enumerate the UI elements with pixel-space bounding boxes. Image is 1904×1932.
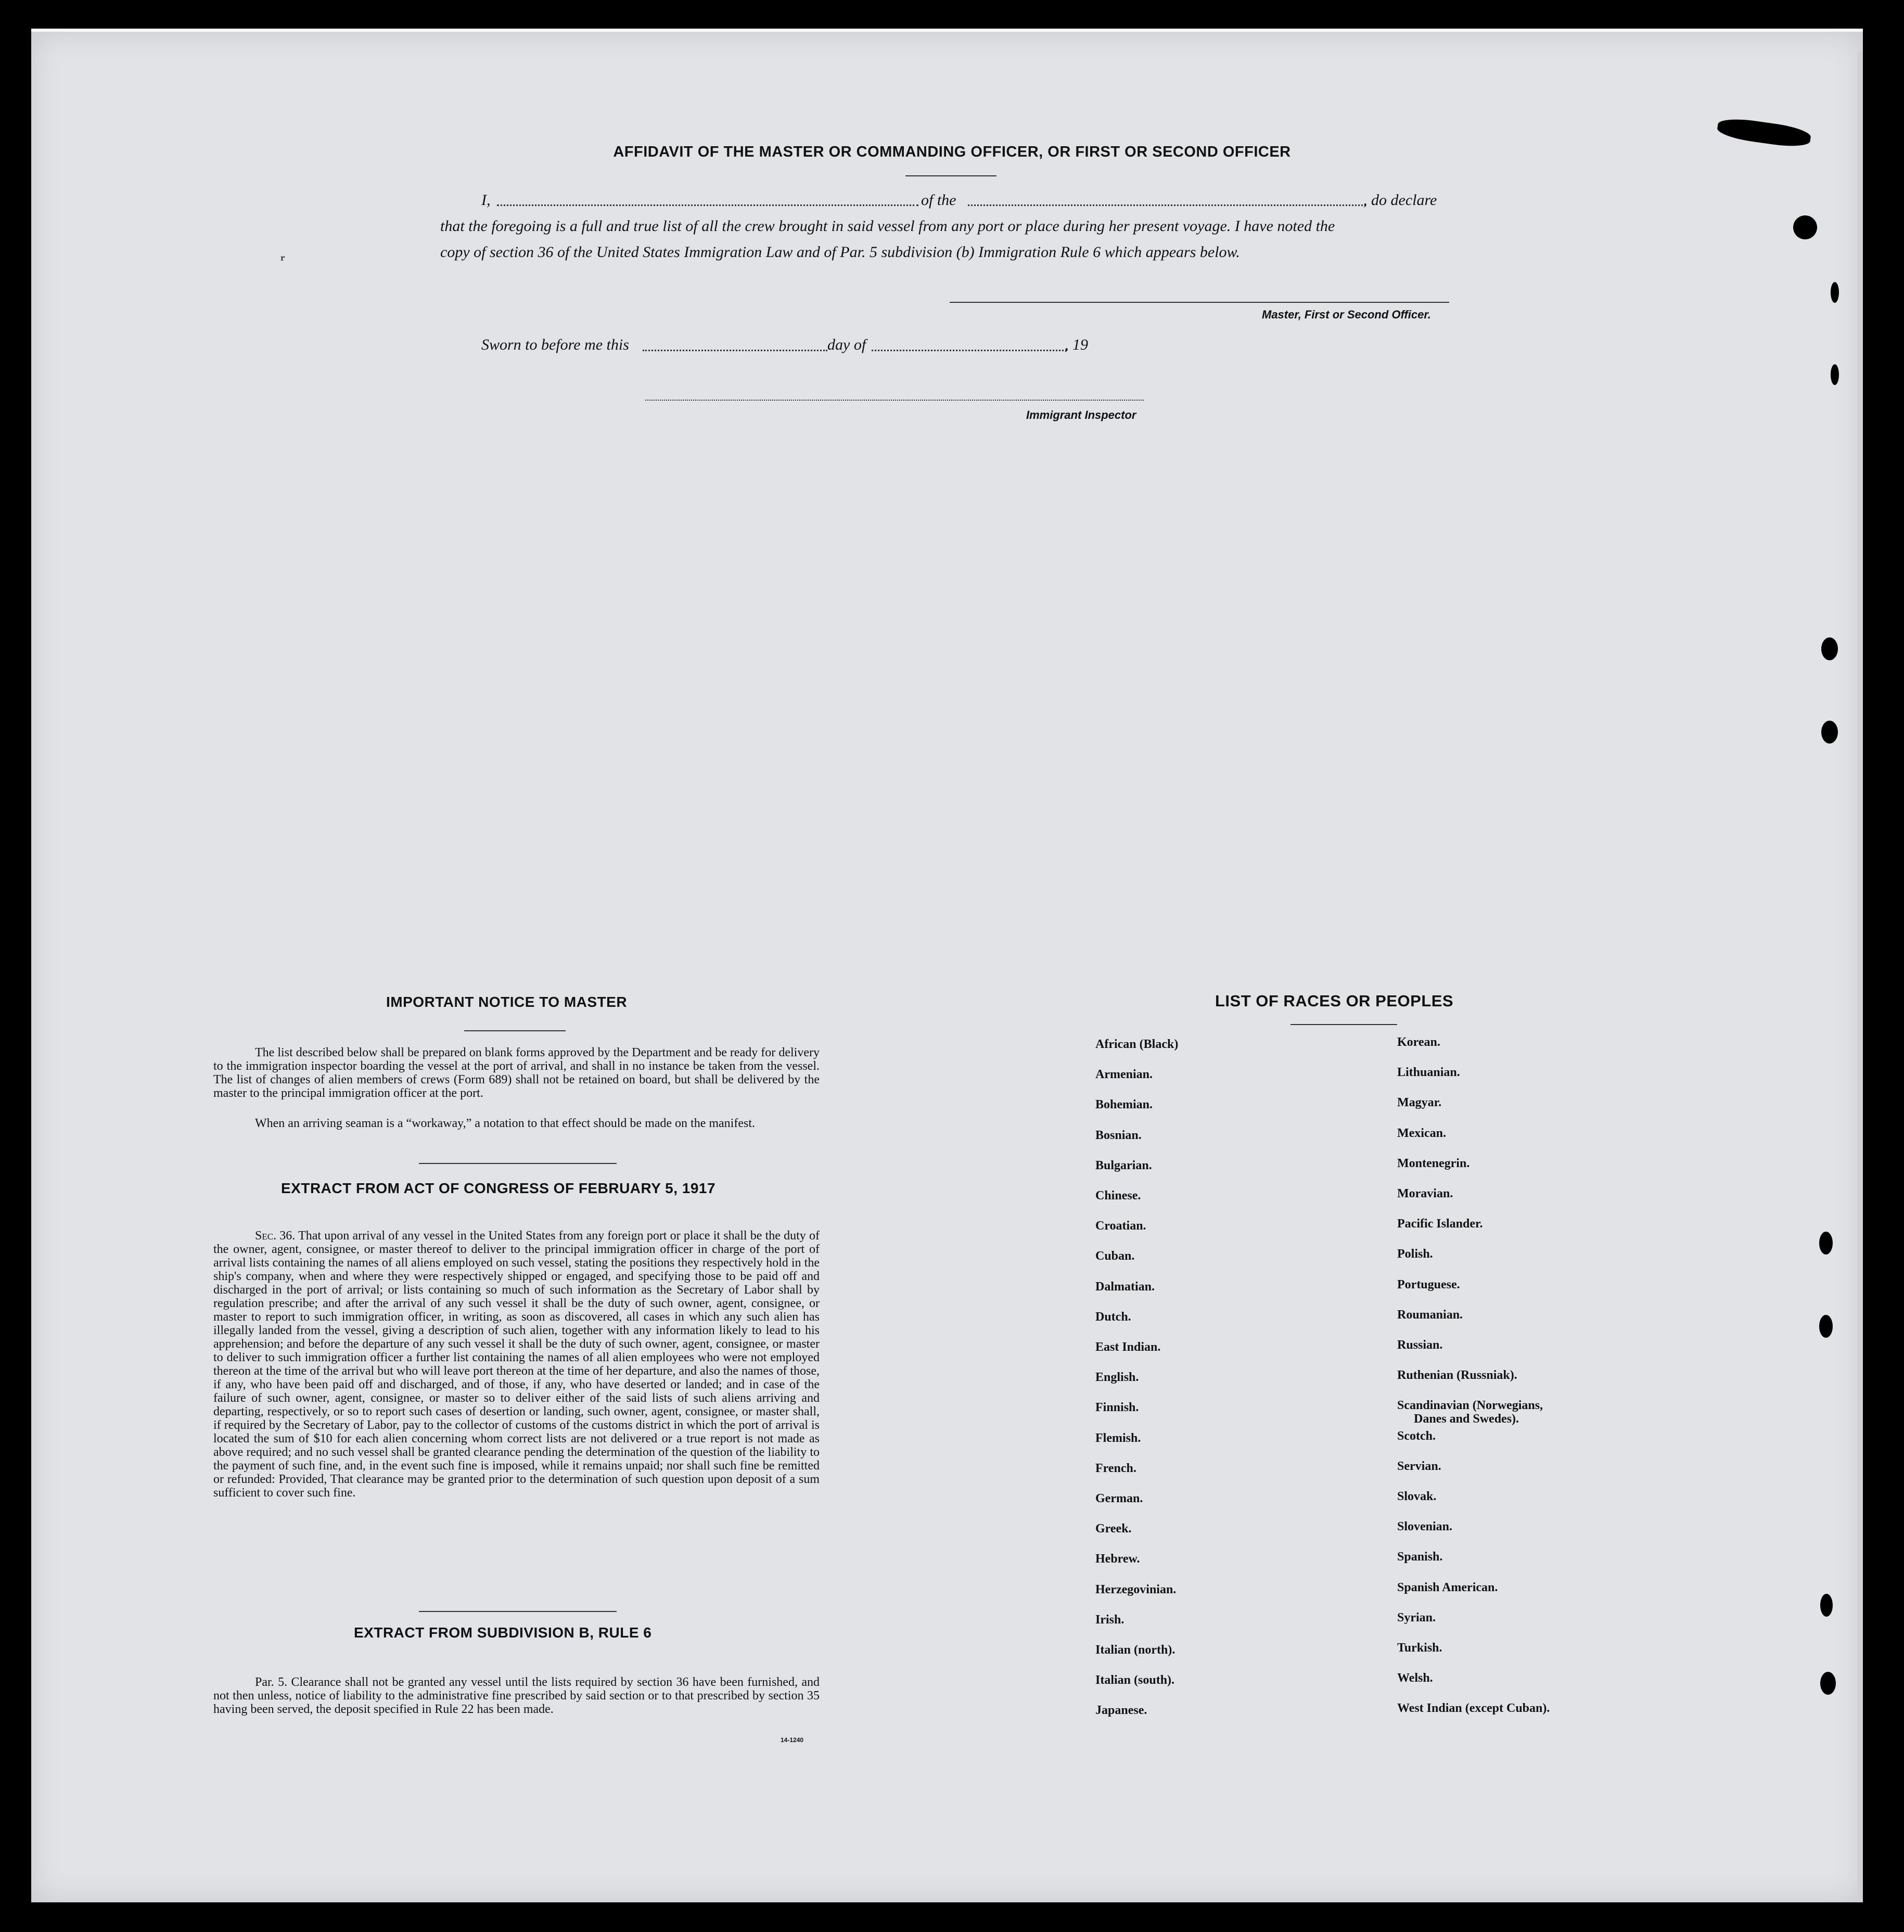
race-item: Ruthenian (Russniak). bbox=[1397, 1368, 1517, 1383]
race-item: Bulgarian. bbox=[1095, 1158, 1152, 1172]
race-item: Korean. bbox=[1397, 1035, 1440, 1049]
race-item: Japanese. bbox=[1095, 1704, 1147, 1718]
sec-text: That upon arrival of any vessel in the United States from any foreign port or place it shall be the duty of the owner, agent, consignee, or master thereof to deliver to the principal immigration officer in charge of the port of arrival lists containing the names of all aliens employed on such vessel, stating the positions they respectively hold in the ship's company, when and where they were respectively shipped or engaged, and specifying those to be paid off and discharged in the port of arrival; or lists containing so much of such information as the Secretary of Labor shall by regulation prescribe; and after the arrival of any such vessel it shall be the duty of such owner, agent, consignee, or master to report to such immigration officer, in writing, as soon as discovered, all cases in which any such alien has illegally landed from the vessel, giving a description of such alien, together with any information likely to lead to his apprehension; and before the departure of any such vessel it shall be the duty of such owner, agent, consignee, or master to deliver to such immigration officer a further list containing the names of all alien employees who were not employed thereon at the time of the arrival but who will leave port thereon at the time of her departure, and also the names of those, if any, who have been paid off and discharged, and of those, if any, who have deserted or landed; and in case of the failure of such owner, agent, consignee, or master so to deliver either of the said lists of such aliens arriving and departing, respectively, or so to report such cases of desertion or landing, such owner, agent, consignee, or master shall, if required by the Secretary of Labor, pay to the collector of customs of the customs district in which the port of arrival is located the sum of $10 for each alien concerning whom correct lists are not delivered or a true report is not made as above required; and no such vessel shall be granted clearance pending the determination of the question of the liability to the payment of such fine, and, in the event such fine is imposed, while it remains unpaid; nor shall such fine be remitted or refunded: Provided, That clearance may be granted prior to the determination of such question upon deposit of a sum sufficient to cover such fine. bbox=[213, 1229, 820, 1500]
signature-line[interactable] bbox=[950, 302, 1449, 303]
punch-hole bbox=[1820, 1594, 1833, 1617]
sworn-day-blank[interactable] bbox=[643, 350, 827, 351]
race-item: Bohemian. bbox=[1095, 1098, 1153, 1112]
affidavit-of-the: of the bbox=[921, 191, 956, 209]
race-item: Irish. bbox=[1095, 1613, 1124, 1627]
punch-hole bbox=[1821, 637, 1838, 660]
race-item: Mexican. bbox=[1397, 1126, 1446, 1140]
race-item: French. bbox=[1095, 1461, 1136, 1475]
sworn-year: , 19 bbox=[1065, 336, 1088, 353]
race-item: West Indian (except Cuban). bbox=[1397, 1701, 1550, 1716]
punch-hole bbox=[1831, 364, 1839, 385]
race-item: Slovenian. bbox=[1397, 1520, 1453, 1534]
race-item: Italian (south). bbox=[1095, 1673, 1175, 1687]
notice-end-rule bbox=[419, 1163, 617, 1164]
notice-rule bbox=[464, 1030, 566, 1031]
race-item: Dutch. bbox=[1095, 1310, 1131, 1324]
affidavit-declare: , do declare bbox=[1363, 191, 1437, 209]
sworn-prefix: Sworn to before me this bbox=[481, 336, 629, 353]
punch-hole bbox=[1793, 215, 1817, 239]
race-item: Spanish. bbox=[1397, 1550, 1443, 1564]
sheet-edge bbox=[1858, 52, 1863, 1899]
name-blank[interactable] bbox=[497, 204, 918, 206]
extract-rule-title: EXTRACT FROM SUBDIVISION B, RULE 6 bbox=[354, 1624, 652, 1641]
punch-hole bbox=[1819, 1315, 1833, 1338]
race-item: Cuban. bbox=[1095, 1249, 1135, 1263]
race-item: Turkish. bbox=[1397, 1641, 1442, 1655]
extract-rule-text: Par. 5. Clearance shall not be granted any vessel until the lists required by section 36 have been furnished, and not then unless, notice of liability to the administrative fine prescribed by said section or to that prescribed by section 35 having been served, the deposit specified in Rule 22 has been made. bbox=[213, 1675, 820, 1716]
notice-title: IMPORTANT NOTICE TO MASTER bbox=[386, 994, 628, 1010]
race-item: Moravian. bbox=[1397, 1187, 1453, 1200]
race-item: Finnish. bbox=[1095, 1401, 1139, 1415]
race-item: Flemish. bbox=[1095, 1431, 1141, 1445]
race-item: Dalmatian. bbox=[1095, 1280, 1155, 1294]
sec-label: Sec. 36. bbox=[255, 1229, 296, 1243]
race-item-continued: Danes and Swedes). bbox=[1414, 1412, 1519, 1426]
race-item: Croatian. bbox=[1095, 1219, 1146, 1233]
punch-hole bbox=[1831, 282, 1839, 303]
race-item: Bosnian. bbox=[1095, 1128, 1142, 1142]
act-end-rule bbox=[419, 1611, 617, 1612]
race-item: Portuguese. bbox=[1397, 1277, 1460, 1291]
race-item: Herzegovinian. bbox=[1095, 1582, 1177, 1596]
race-item: Servian. bbox=[1397, 1459, 1441, 1473]
race-item: East Indian. bbox=[1095, 1340, 1161, 1354]
inspector-line[interactable] bbox=[645, 400, 1144, 401]
race-item: Polish. bbox=[1397, 1247, 1433, 1261]
race-item: Syrian. bbox=[1397, 1610, 1436, 1624]
notice-para2: When an arriving seaman is a “workaway,” a notation to that effect should be made on the manifest. bbox=[255, 1117, 755, 1130]
race-item: Scotch. bbox=[1397, 1429, 1436, 1443]
form-number: 14-1240 bbox=[781, 1736, 804, 1744]
punch-hole bbox=[1820, 1672, 1836, 1695]
races-rule bbox=[1290, 1024, 1397, 1025]
affidavit-i: I, bbox=[481, 191, 491, 209]
document-sheet bbox=[31, 29, 1863, 1902]
races-title: LIST OF RACES OR PEOPLES bbox=[1215, 992, 1454, 1010]
extract-act-title: EXTRACT FROM ACT OF CONGRESS OF FEBRUARY 5, 1917 bbox=[281, 1180, 716, 1196]
margin-note: ꝗ᷊ bbox=[266, 237, 283, 261]
race-item: Russian. bbox=[1397, 1338, 1443, 1352]
race-item: Greek. bbox=[1095, 1522, 1132, 1536]
inspector-label: Immigrant Inspector bbox=[1026, 408, 1136, 421]
punch-hole bbox=[1819, 1232, 1833, 1255]
race-item: Lithuanian. bbox=[1397, 1066, 1460, 1080]
sworn-month-blank[interactable] bbox=[872, 350, 1067, 351]
race-item: Scandinavian (Norwegians, bbox=[1397, 1399, 1543, 1413]
notice-para1: The list described below shall be prepared on blank forms approved by the Department and be ready for delivery to the immigration inspector boarding the vessel at the port of arrival, and shall in no instance be taken from the vessel. The list of changes of alien members of crews (Form 689) shall not be retained on board, but shall be delivered by the master to the principal immigration officer at the port. bbox=[213, 1046, 820, 1100]
race-item: Chinese. bbox=[1095, 1189, 1141, 1202]
race-item: African (Black) bbox=[1095, 1038, 1179, 1051]
sworn-day-of: day of bbox=[827, 336, 866, 353]
race-item: Hebrew. bbox=[1095, 1552, 1140, 1566]
affidavit-title: AFFIDAVIT OF THE MASTER OR COMMANDING OFFICER, OR FIRST OR SECOND OFFICER bbox=[613, 144, 1291, 160]
signature-label: Master, First or Second Officer. bbox=[1262, 308, 1431, 321]
title-rule bbox=[905, 175, 996, 176]
extract-act-text bbox=[213, 1229, 820, 1500]
affidavit-line3: copy of section 36 of the United States Immigration Law and of Par. 5 subdivision (b) Immigration Rule 6 which appears below. bbox=[440, 244, 1240, 261]
affidavit-line2: that the foregoing is a full and true list of all the crew brought in said vessel from any port or place during her present voyage. I have noted the bbox=[440, 217, 1335, 235]
race-item: Montenegrin. bbox=[1397, 1156, 1470, 1170]
race-item: English. bbox=[1095, 1371, 1139, 1385]
race-item: Pacific Islander. bbox=[1397, 1217, 1483, 1231]
vessel-blank[interactable] bbox=[968, 204, 1366, 206]
punch-hole bbox=[1821, 721, 1838, 744]
race-item: Magyar. bbox=[1397, 1096, 1442, 1110]
race-item: Roumanian. bbox=[1397, 1308, 1463, 1322]
race-item: Slovak. bbox=[1397, 1490, 1437, 1503]
race-item: German. bbox=[1095, 1492, 1143, 1505]
race-item: Italian (north). bbox=[1095, 1643, 1175, 1657]
race-item: Welsh. bbox=[1397, 1671, 1433, 1685]
race-item: Spanish American. bbox=[1397, 1580, 1498, 1594]
race-item: Armenian. bbox=[1095, 1068, 1153, 1082]
